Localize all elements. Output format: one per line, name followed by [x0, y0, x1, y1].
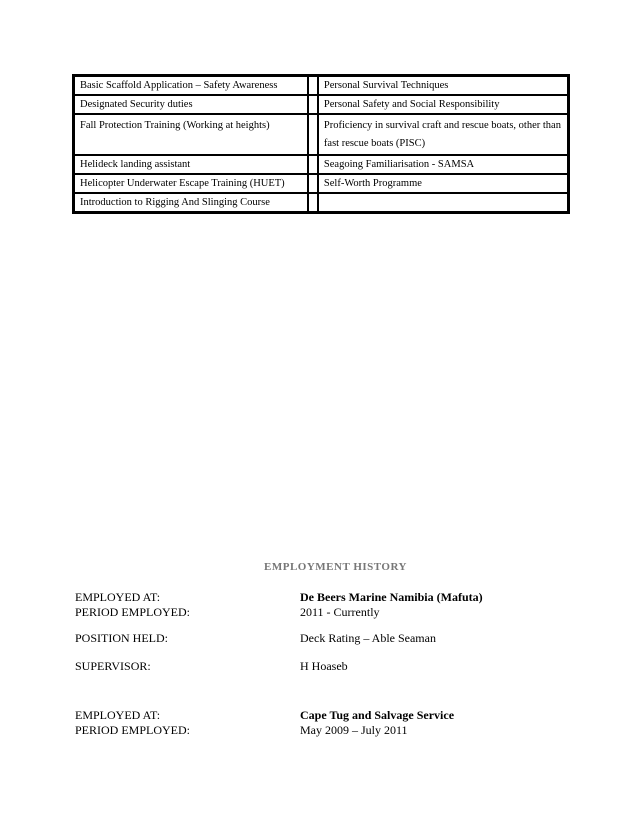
course-cell-right — [318, 193, 569, 213]
course-cell-right: Self-Worth Programme — [318, 174, 569, 193]
course-cell-right: Personal Safety and Social Responsibility — [318, 95, 569, 114]
table-row — [74, 76, 569, 96]
spacer-cell — [308, 95, 318, 114]
course-cell-right: Proficiency in survival craft and rescue boats, other than fast rescue boats (PISC) — [318, 114, 569, 155]
spacer-cell — [308, 76, 318, 96]
table-row — [74, 155, 569, 174]
position-held-label: POSITION HELD: — [75, 631, 168, 645]
supervisor-label: SUPERVISOR: — [75, 659, 151, 673]
table-row — [74, 193, 569, 213]
spacer-cell — [308, 174, 318, 193]
table-row — [74, 114, 569, 155]
employer-name: Cape Tug and Salvage Service — [300, 708, 455, 722]
employed-at-label: EMPLOYED AT: — [75, 590, 161, 604]
course-cell-left: Introduction to Rigging And Slinging Course — [74, 193, 308, 213]
supervisor-value: H Hoaseb — [300, 659, 348, 673]
spacer-cell — [308, 193, 318, 213]
course-cell-left: Helicopter Underwater Escape Training (HUET) — [74, 174, 308, 193]
course-cell-right: Personal Survival Techniques — [318, 76, 569, 96]
course-cell-left: Helideck landing assistant — [74, 155, 308, 174]
period-employed-value: 2011 - Currently — [300, 605, 380, 619]
period-employed-value: May 2009 – July 2011 — [300, 723, 408, 737]
course-cell-right: Seagoing Familiarisation - SAMSA — [318, 155, 569, 174]
spacer-cell — [308, 155, 318, 174]
course-cell-left: Fall Protection Training (Working at heights) — [74, 114, 308, 155]
position-held-value: Deck Rating – Able Seaman — [300, 631, 436, 645]
course-cell-left: Designated Security duties — [74, 95, 308, 114]
courses-table — [72, 74, 570, 214]
table-row — [74, 95, 569, 114]
period-employed-label: PERIOD EMPLOYED: — [75, 605, 191, 619]
employer-name: De Beers Marine Namibia (Mafuta) — [300, 590, 483, 604]
employment-history-heading: EMPLOYMENT HISTORY — [264, 561, 407, 573]
table-row — [74, 174, 569, 193]
employed-at-label: EMPLOYED AT: — [75, 708, 161, 722]
course-cell-left: Basic Scaffold Application – Safety Awareness — [74, 76, 308, 96]
spacer-cell — [308, 114, 318, 155]
period-employed-label: PERIOD EMPLOYED: — [75, 723, 191, 737]
